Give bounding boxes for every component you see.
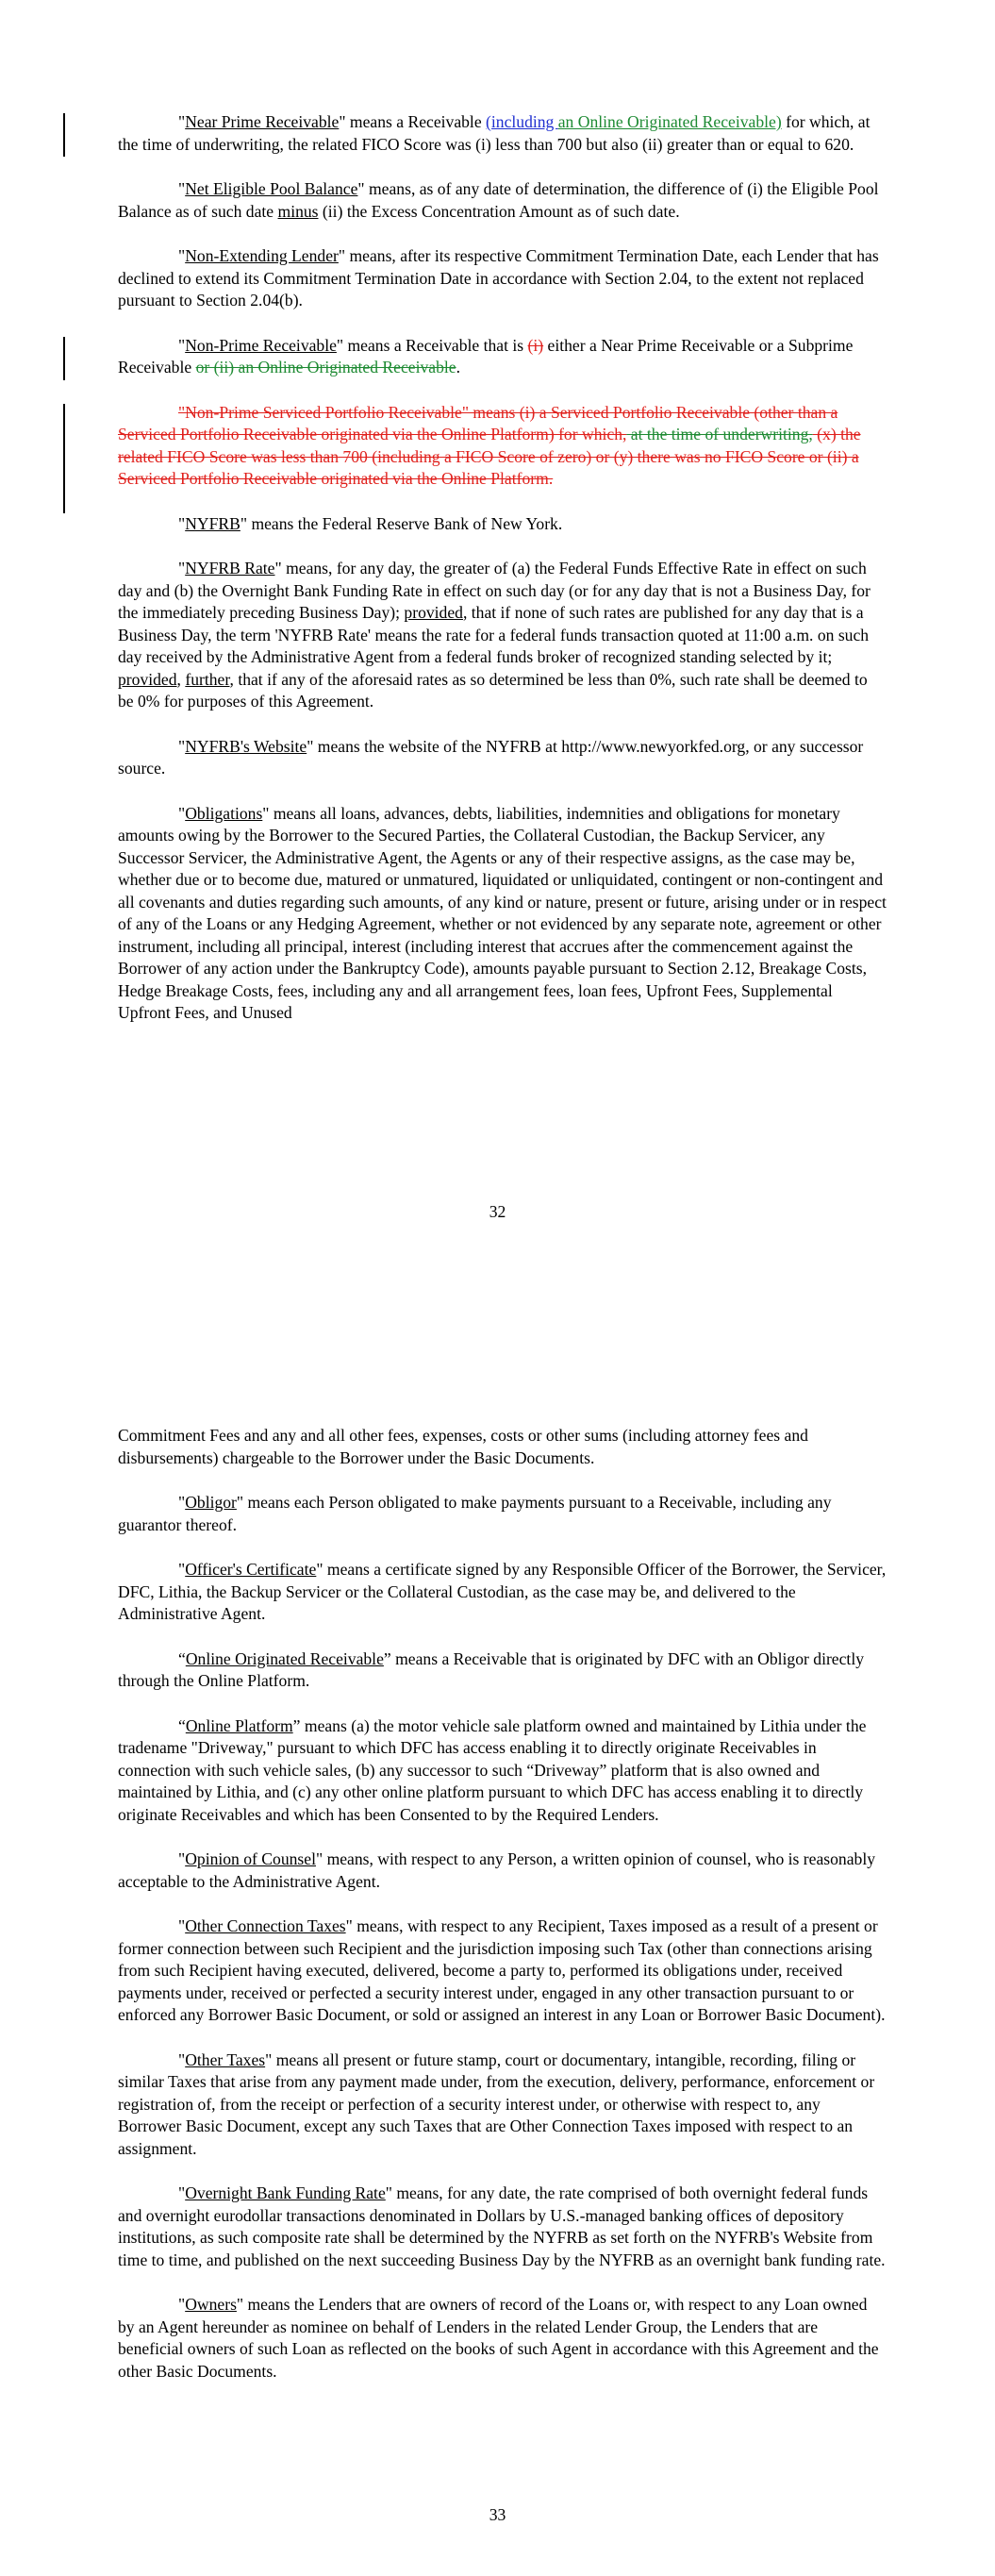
defined-term: Near Prime Receivable <box>185 112 340 131</box>
defined-term: Officer's Certificate <box>185 1560 317 1579</box>
defined-term: Obligations <box>185 803 263 823</box>
defined-term: NYFRB's Website <box>185 736 307 756</box>
definition-nyfrb-rate: "NYFRB Rate" means, for any day, the greater of (a) the Federal Funds Effective Rate in effect on such day and (b) the Overnight Bank Funding Rate in effect on such day (or for any day that is not a Business Day, for the immediately preceding Business Day); provided, that if none of such rates are published for any day that is a Business Day, the term 'NYFRB Rate' means the rate for a federal funds transaction quoted at 11:00 a.m. on such day received by the Administrative Agent from a federal funds broker of recognized standing selected by it; provided, further, that if any of the aforesaid rates as so determined be less than 0%, such rate shall be deemed to be 0% for purposes of this Agreement. <box>118 559 871 711</box>
change-bar <box>63 404 65 513</box>
definition-officers-certificate: "Officer's Certificate" means a certificate signed by any Responsible Officer of the Borrower, the Servicer, DFC, Lithia, the Backup Servicer or the Collateral Custodian, as the case may be, and delivered to the Administrative Agent. <box>118 1560 887 1623</box>
defined-term: Overnight Bank Funding Rate <box>185 2183 386 2202</box>
defined-term: Other Connection Taxes <box>185 1916 346 1935</box>
defined-term: Online Platform <box>185 1715 293 1735</box>
deleted-text: (i) <box>527 335 544 355</box>
definition-obligations: "Obligations" means all loans, advances, debts, liabilities, indemnities and obligations for monetary amounts owing by the Borrower to the Secured Parties, the Collateral Custodian, the Backup Servicer, any Successor Servicer, the Administrative Agent, the Agents or any of their respective assigns, as the case may be, whether due or to become due, matured or unmatured, liquidated or unliquidated, contingent or non-contingent and all covenants and duties regarding such amounts, of any kind or nature, present or future, arising under or in respect of any of the Loans or any Hedging Agreement, whether or not evidenced by any separate note, agreement or other instrument, including all principal, interest (including interest that accrues after the commencement against the Borrower of any action under the Bankruptcy Code), amounts payable pursuant to Section 2.12, Breakage Costs, Hedge Breakage Costs, fees, including any and all arrangement fees, loan fees, Upfront Fees, Supplemental Upfront Fees, and Unused <box>118 803 887 1022</box>
defined-term: Obligor <box>185 1493 237 1512</box>
defined-term: NYFRB Rate <box>185 559 275 577</box>
change-bar <box>63 337 65 380</box>
definition-non-extending-lender: "Non-Extending Lender" means, after its respective Commitment Termination Date, each Lender that has declined to extend its Commitment Termination Date in accordance with Section 2.04, to the extent not replaced pursuant to Section 2.04(b). <box>118 246 879 309</box>
page-number: 32 <box>489 1202 506 1221</box>
deleted-text: "Non-Prime Serviced Portfolio Receivable" means (i) a Serviced Portfolio Receivable (other than a Serviced Portfolio Receivable originated via the Online Platform) for which, <box>118 402 838 443</box>
definition-opinion-of-counsel: "Opinion of Counsel" means, with respect to any Person, a written opinion of counsel, who is reasonably acceptable to the Administrative Agent. <box>118 1849 876 1891</box>
page-33 <box>0 1425 995 2405</box>
deleted-text: or (ii) an Online Originated Receivable <box>195 358 456 376</box>
defined-term: NYFRB <box>185 513 240 533</box>
deleted-text: at the time of underwriting, <box>626 425 813 443</box>
defined-term: Non-Prime Receivable <box>185 335 337 355</box>
page-number: 33 <box>489 2505 506 2524</box>
defined-term: Other Taxes <box>185 2049 266 2069</box>
defined-term: Non-Extending Lender <box>185 246 339 265</box>
change-bar <box>63 113 65 157</box>
definition-near-prime-receivable: "Near Prime Receivable" means a Receivable (including an Online Originated Receivable) for which, at the time of underwriting, the related FICO Score was (i) less than 700 but also (ii) greater than or equal to 620. <box>118 111 887 156</box>
definition-obligations-continued: Commitment Fees and any and all other fees, expenses, costs or other sums (including attorney fees and disbursements) chargeable to the Borrower under the Basic Documents. <box>118 1426 808 1467</box>
defined-term: Owners <box>185 2295 237 2314</box>
definition-non-prime-receivable: "Non-Prime Receivable" means a Receivable that is (i) either a Near Prime Receivable or a Subprime Receivable or (ii) an Online Originated Receivable. <box>118 335 887 379</box>
definition-net-eligible-pool-balance: "Net Eligible Pool Balance" means, as of any date of determination, the difference of (i) the Eligible Pool Balance as of such date minus (ii) the Excess Concentration Amount as of such date. <box>118 179 879 221</box>
defined-term: Net Eligible Pool Balance <box>185 179 358 198</box>
deleted-text: (x) the related FICO Score was less than 700 (including a FICO Score of zero) or (y) there was no FICO Score or (ii) a Serviced Portfolio Receivable originated via the Online Platform. <box>118 425 861 488</box>
definition-obligor: "Obligor" means each Person obligated to make payments pursuant to a Receivable, including any guarantor thereof. <box>118 1493 832 1534</box>
defined-term: Opinion of Counsel <box>185 1849 316 1868</box>
definition-owners: "Owners" means the Lenders that are owners of record of the Loans or, with respect to any Loan owned by an Agent hereunder as nominee on behalf of Lenders in the related Lender Group, the Lenders that are beneficial owners of such Loan as reflected on the books of such Agent in accordance with this Agreement and the other Basic Documents. <box>118 2295 879 2381</box>
defined-term: Online Originated Receivable <box>185 1648 384 1668</box>
definition-overnight-bank-funding-rate: "Overnight Bank Funding Rate" means, for any date, the rate comprised of both overnight federal funds and overnight eurodollar transactions denominated in Dollars by U.S.-managed banking offices of depository institutions, as such composite rate shall be determined by the NYFRB as set forth on the NYFRB's Website from time to time, and published on the next succeeding Business Day by the NYFRB as an overnight bank funding rate. <box>118 2183 886 2269</box>
definition-online-platform: “Online Platform” means (a) the motor vehicle sale platform owned and maintained by Lithia under the tradename "Driveway," pursuant to which DFC has access enabling it to directly originate Receivables in connection with such vehicle sales, (b) any successor to such “Driveway” platform that is also owned and maintained by Lithia, and (c) any other online platform pursuant to which DFC has access enabling it to directly originate Receivables and which has been Consented to by the Required Lenders. <box>118 1715 867 1824</box>
inserted-text: (including <box>486 112 558 131</box>
definition-other-connection-taxes: "Other Connection Taxes" means, with respect to any Recipient, Taxes imposed as a result of a present or former connection between such Recipient and the jurisdiction imposing such Tax (other than connections arising from such Recipient having executed, delivered, become a party to, performed its obligations under, received payments under, received or perfected a security interest under, engaged in any other transaction pursuant to or enforced any Borrower Basic Document, or sold or assigned an interest in any Loan or Borrower Basic Document). <box>118 1916 886 2024</box>
definition-non-prime-serviced-portfolio-receivable <box>118 402 887 491</box>
definition-nyfrb-website: "NYFRB's Website" means the website of the NYFRB at http://www.newyorkfed.org, or any successor source. <box>118 736 864 778</box>
page-32 <box>0 111 995 1047</box>
definition-other-taxes: "Other Taxes" means all present or future stamp, court or documentary, intangible, recording, filing or similar Taxes that arise from any payment made under, from the execution, delivery, performance, enforcement or registration of, from the receipt or perfection of a security interest under, or otherwise with respect to, any Borrower Basic Document, except any such Taxes that are Other Connection Taxes imposed with respect to an assignment. <box>118 2049 875 2158</box>
inserted-text: an Online Originated Receivable) <box>557 112 782 131</box>
definition-nyfrb: "NYFRB" means the Federal Reserve Bank of New York. <box>178 513 563 533</box>
definition-online-originated-receivable: “Online Originated Receivable” means a Receivable that is originated by DFC with an Obligor directly through the Online Platform. <box>118 1648 865 1690</box>
